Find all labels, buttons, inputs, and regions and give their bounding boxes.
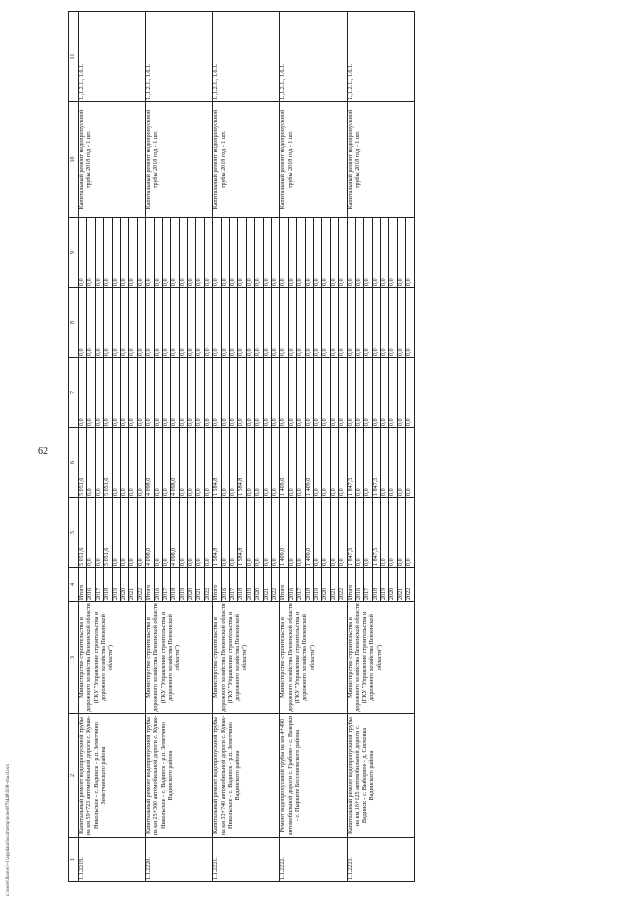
value-cell-regional: 0,0	[162, 428, 170, 498]
value-cell-local: 0,0	[271, 288, 279, 358]
measure-executor: Министерство строительства и дорожного хозяйства Пензенской области (ГКУ "Управление строительства и дорожного хозяйства Пензенской области")	[79, 602, 146, 714]
value-cell-other: 0,0	[230, 218, 238, 288]
year-cell: 2022	[406, 568, 414, 602]
value-cell-other: 0,0	[297, 218, 305, 288]
value-cell-other: 0,0	[263, 218, 271, 288]
value-cell-local: 0,0	[364, 288, 372, 358]
measure-result: Капитальный ремонт водопропускной трубы 2018 год - 1 шт.	[347, 102, 414, 218]
measure-name: Капитальный ремонт водопропускной трубы на км 33+740 автомобильной дороги с. Кувак-Никольское - с. Вадинск - р.п. Земетчино Вадинского района	[213, 714, 280, 838]
value-cell-federal: 0,0	[137, 358, 145, 428]
value-cell-regional: 0,0	[297, 428, 305, 498]
year-cell: 2021	[129, 568, 137, 602]
value-cell-regional: 0,0	[322, 428, 330, 498]
col-header: 1	[69, 838, 79, 882]
value-cell-federal: 0,0	[171, 358, 179, 428]
value-cell-local: 0,0	[339, 288, 347, 358]
value-cell-regional: 0,0	[221, 428, 229, 498]
value-cell-federal: 0,0	[188, 358, 196, 428]
value-cell-total: 0,0	[322, 498, 330, 568]
value-cell-total: 1 847,5	[347, 498, 355, 568]
col-header: 7	[69, 358, 79, 428]
value-cell-other: 0,0	[280, 218, 288, 288]
value-cell-total: 1 847,5	[372, 498, 380, 568]
value-cell-other: 0,0	[364, 218, 372, 288]
value-cell-local: 0,0	[330, 288, 338, 358]
year-cell: 2022	[137, 568, 145, 602]
value-cell-regional: 0,0	[95, 428, 103, 498]
year-cell: 2020	[322, 568, 330, 602]
value-cell-total: 0,0	[162, 498, 170, 568]
value-cell-local: 0,0	[137, 288, 145, 358]
value-cell-total: 0,0	[389, 498, 397, 568]
measure-indicator: 1.,1.2.1., 1.6.1.	[213, 12, 280, 102]
value-cell-regional: 0,0	[246, 428, 254, 498]
value-cell-local: 0,0	[347, 288, 355, 358]
table-body	[79, 12, 415, 882]
value-cell-local: 0,0	[79, 288, 87, 358]
col-header: 3	[69, 602, 79, 714]
value-cell-regional: 0,0	[179, 428, 187, 498]
value-cell-local: 0,0	[213, 288, 221, 358]
value-cell-total: 0,0	[179, 498, 187, 568]
value-cell-total: 0,0	[263, 498, 271, 568]
value-cell-total: 0,0	[406, 498, 414, 568]
value-cell-total: 0,0	[339, 498, 347, 568]
value-cell-total: 0,0	[221, 498, 229, 568]
value-cell-regional: 4 098,0	[171, 428, 179, 498]
value-cell-other: 0,0	[397, 218, 405, 288]
table-row	[213, 12, 221, 882]
value-cell-regional: 1 409,0	[305, 428, 313, 498]
value-cell-other: 0,0	[355, 218, 363, 288]
col-header: 2	[69, 714, 79, 838]
value-cell-total: 0,0	[246, 498, 254, 568]
value-cell-local: 0,0	[397, 288, 405, 358]
value-cell-other: 0,0	[79, 218, 87, 288]
table-row	[280, 12, 288, 882]
value-cell-other: 0,0	[255, 218, 263, 288]
value-cell-other: 0,0	[154, 218, 162, 288]
value-cell-federal: 0,0	[255, 358, 263, 428]
measure-name: Капитальный ремонт водопропускной трубы на км 16+125 автомобильной дороги с. Вадинск - с. Выборное - д. Сиоховка Вадинского района	[347, 714, 414, 838]
value-cell-other: 0,0	[313, 218, 321, 288]
value-cell-federal: 0,0	[297, 358, 305, 428]
value-cell-federal: 0,0	[355, 358, 363, 428]
value-cell-regional: 0,0	[339, 428, 347, 498]
value-cell-federal: 0,0	[112, 358, 120, 428]
measure-result: Капитальный ремонт водопропускной трубы 2018 год - 1 шт.	[213, 102, 280, 218]
year-cell: 2019	[179, 568, 187, 602]
value-cell-local: 0,0	[120, 288, 128, 358]
value-cell-total: 1 584,8	[238, 498, 246, 568]
year-cell: Итого	[347, 568, 355, 602]
value-cell-other: 0,0	[104, 218, 112, 288]
value-cell-total: 1 584,8	[213, 498, 221, 568]
value-cell-federal: 0,0	[104, 358, 112, 428]
value-cell-total: 1 409,0	[280, 498, 288, 568]
value-cell-regional: 1 847,5	[372, 428, 380, 498]
measure-executor: Министерство строительства и дорожного хозяйства Пензенской области (ГКУ "Управление строительства и дорожного хозяйства Пензенской области")	[347, 602, 414, 714]
page-number: 62	[38, 446, 48, 457]
value-cell-federal: 0,0	[87, 358, 95, 428]
value-cell-total: 0,0	[364, 498, 372, 568]
value-cell-total: 5 051,6	[104, 498, 112, 568]
value-cell-federal: 0,0	[313, 358, 321, 428]
value-cell-federal: 0,0	[347, 358, 355, 428]
value-cell-local: 0,0	[255, 288, 263, 358]
value-cell-federal: 0,0	[213, 358, 221, 428]
value-cell-federal: 0,0	[305, 358, 313, 428]
footer-file-path: c:\users\lbarov\~1\appdata\local\temp\notes879448\508~ma.d.ocx	[6, 763, 11, 896]
col-header: 4	[69, 568, 79, 602]
year-cell: 2022	[204, 568, 212, 602]
value-cell-regional: 0,0	[87, 428, 95, 498]
measure-result: Капитальный ремонт водопропускной трубы 2018 год - 1 шт.	[79, 102, 146, 218]
value-cell-total: 0,0	[95, 498, 103, 568]
value-cell-other: 0,0	[171, 218, 179, 288]
value-cell-local: 0,0	[313, 288, 321, 358]
year-cell: 2019	[313, 568, 321, 602]
value-cell-other: 0,0	[381, 218, 389, 288]
value-cell-federal: 0,0	[204, 358, 212, 428]
value-cell-local: 0,0	[355, 288, 363, 358]
value-cell-regional: 1 409,0	[280, 428, 288, 498]
value-cell-other: 0,0	[146, 218, 154, 288]
year-cell: 2021	[196, 568, 204, 602]
value-cell-local: 0,0	[246, 288, 254, 358]
value-cell-federal: 0,0	[154, 358, 162, 428]
value-cell-total: 4 098,0	[146, 498, 154, 568]
value-cell-local: 0,0	[297, 288, 305, 358]
value-cell-local: 0,0	[230, 288, 238, 358]
program-measures-table	[68, 11, 415, 882]
value-cell-regional: 1 847,5	[347, 428, 355, 498]
value-cell-regional: 0,0	[330, 428, 338, 498]
measure-result: Капитальный ремонт водопропускной трубы 2018 год - 1 шт.	[280, 102, 347, 218]
value-cell-other: 0,0	[406, 218, 414, 288]
value-cell-regional: 0,0	[204, 428, 212, 498]
measure-number: 1.1.2220.	[146, 838, 213, 882]
value-cell-local: 0,0	[196, 288, 204, 358]
value-cell-other: 0,0	[389, 218, 397, 288]
value-cell-local: 0,0	[104, 288, 112, 358]
value-cell-other: 0,0	[120, 218, 128, 288]
value-cell-local: 0,0	[288, 288, 296, 358]
value-cell-local: 0,0	[171, 288, 179, 358]
value-cell-other: 0,0	[221, 218, 229, 288]
value-cell-total: 0,0	[129, 498, 137, 568]
value-cell-local: 0,0	[238, 288, 246, 358]
value-cell-total: 1 409,0	[305, 498, 313, 568]
value-cell-local: 0,0	[95, 288, 103, 358]
value-cell-other: 0,0	[271, 218, 279, 288]
value-cell-local: 0,0	[263, 288, 271, 358]
value-cell-total: 0,0	[355, 498, 363, 568]
value-cell-regional: 0,0	[154, 428, 162, 498]
year-cell: 2020	[255, 568, 263, 602]
value-cell-total: 0,0	[188, 498, 196, 568]
value-cell-other: 0,0	[347, 218, 355, 288]
table-row	[347, 12, 355, 882]
year-cell: 2017	[297, 568, 305, 602]
value-cell-other: 0,0	[95, 218, 103, 288]
value-cell-local: 0,0	[389, 288, 397, 358]
value-cell-other: 0,0	[87, 218, 95, 288]
value-cell-regional: 0,0	[263, 428, 271, 498]
year-cell: 2021	[330, 568, 338, 602]
value-cell-federal: 0,0	[79, 358, 87, 428]
value-cell-regional: 0,0	[389, 428, 397, 498]
year-cell: Итого	[213, 568, 221, 602]
value-cell-regional: 0,0	[355, 428, 363, 498]
year-cell: 2016	[355, 568, 363, 602]
value-cell-local: 0,0	[305, 288, 313, 358]
value-cell-total: 0,0	[381, 498, 389, 568]
value-cell-total: 0,0	[230, 498, 238, 568]
value-cell-regional: 5 051,6	[79, 428, 87, 498]
value-cell-other: 0,0	[196, 218, 204, 288]
col-header: 10	[69, 102, 79, 218]
value-cell-total: 0,0	[271, 498, 279, 568]
value-cell-federal: 0,0	[381, 358, 389, 428]
measure-result: Капитальный ремонт водопропускной трубы 2018 год - 1 шт.	[146, 102, 213, 218]
col-header: 6	[69, 428, 79, 498]
value-cell-federal: 0,0	[120, 358, 128, 428]
value-cell-federal: 0,0	[397, 358, 405, 428]
year-cell: 2020	[389, 568, 397, 602]
value-cell-other: 0,0	[305, 218, 313, 288]
value-cell-federal: 0,0	[330, 358, 338, 428]
value-cell-regional: 0,0	[129, 428, 137, 498]
year-cell: 2020	[188, 568, 196, 602]
year-cell: Итого	[79, 568, 87, 602]
year-cell: 2016	[87, 568, 95, 602]
year-cell: 2018	[238, 568, 246, 602]
measure-name: Капитальный ремонт водопропускной трубы на км 59+723 автомобильной дороги с. Кувак-Никольское - с. Вадинск - р.п. Земетчино Земетчинского района	[79, 714, 146, 838]
year-cell: 2017	[162, 568, 170, 602]
value-cell-federal: 0,0	[406, 358, 414, 428]
value-cell-federal: 0,0	[364, 358, 372, 428]
value-cell-federal: 0,0	[263, 358, 271, 428]
year-cell: 2019	[381, 568, 389, 602]
year-cell: 2021	[397, 568, 405, 602]
value-cell-total: 0,0	[154, 498, 162, 568]
value-cell-regional: 0,0	[120, 428, 128, 498]
value-cell-other: 0,0	[162, 218, 170, 288]
year-cell: 2016	[221, 568, 229, 602]
value-cell-regional: 0,0	[188, 428, 196, 498]
value-cell-federal: 0,0	[179, 358, 187, 428]
value-cell-other: 0,0	[339, 218, 347, 288]
value-cell-regional: 0,0	[271, 428, 279, 498]
value-cell-local: 0,0	[112, 288, 120, 358]
measure-indicator: 1.,1.2.1., 1.6.1.	[146, 12, 213, 102]
value-cell-local: 0,0	[87, 288, 95, 358]
year-cell: 2019	[246, 568, 254, 602]
year-cell: 2018	[372, 568, 380, 602]
table-row	[79, 12, 87, 882]
value-cell-other: 0,0	[322, 218, 330, 288]
year-cell: Итого	[146, 568, 154, 602]
value-cell-regional: 1 584,8	[238, 428, 246, 498]
year-cell: 2017	[95, 568, 103, 602]
year-cell: 2018	[171, 568, 179, 602]
value-cell-local: 0,0	[162, 288, 170, 358]
measure-executor: Министерство строительства и дорожного хозяйства Пензенской области (ГКУ "Управление строительства и дорожного хозяйства Пензенской области")	[146, 602, 213, 714]
value-cell-total: 0,0	[330, 498, 338, 568]
value-cell-federal: 0,0	[389, 358, 397, 428]
value-cell-total: 5 051,6	[79, 498, 87, 568]
value-cell-federal: 0,0	[221, 358, 229, 428]
measure-indicator: 1.,1.2.1., 1.6.1.	[347, 12, 414, 102]
value-cell-regional: 0,0	[406, 428, 414, 498]
value-cell-local: 0,0	[280, 288, 288, 358]
measure-number: 1.1.2222.	[280, 838, 347, 882]
value-cell-federal: 0,0	[322, 358, 330, 428]
value-cell-other: 0,0	[372, 218, 380, 288]
value-cell-local: 0,0	[204, 288, 212, 358]
year-cell: Итого	[280, 568, 288, 602]
value-cell-federal: 0,0	[271, 358, 279, 428]
value-cell-local: 0,0	[179, 288, 187, 358]
value-cell-total: 0,0	[313, 498, 321, 568]
value-cell-total: 4 098,0	[171, 498, 179, 568]
value-cell-federal: 0,0	[372, 358, 380, 428]
value-cell-total: 0,0	[397, 498, 405, 568]
value-cell-regional: 0,0	[381, 428, 389, 498]
value-cell-other: 0,0	[288, 218, 296, 288]
value-cell-total: 0,0	[137, 498, 145, 568]
year-cell: 2021	[263, 568, 271, 602]
value-cell-federal: 0,0	[146, 358, 154, 428]
year-cell: 2016	[288, 568, 296, 602]
value-cell-total: 0,0	[204, 498, 212, 568]
measure-executor: Министерство строительства и дорожного хозяйства Пензенской области (ГКУ "Управление строительства и дорожного хозяйства Пензенской области")	[213, 602, 280, 714]
value-cell-total: 0,0	[112, 498, 120, 568]
value-cell-local: 0,0	[188, 288, 196, 358]
value-cell-regional: 0,0	[313, 428, 321, 498]
measure-indicator: 1.,1.2.1., 1.6.1.	[79, 12, 146, 102]
measure-name: Капитальный ремонт водопропускной трубы на км 25+360 автомобильной дороги с. Кувак-Никольское - с. Вадинск - р.п. Земетчино Вадинского района	[146, 714, 213, 838]
value-cell-regional: 0,0	[397, 428, 405, 498]
value-cell-other: 0,0	[330, 218, 338, 288]
year-cell: 2017	[364, 568, 372, 602]
value-cell-other: 0,0	[246, 218, 254, 288]
value-cell-federal: 0,0	[95, 358, 103, 428]
value-cell-other: 0,0	[179, 218, 187, 288]
value-cell-total: 0,0	[297, 498, 305, 568]
value-cell-regional: 0,0	[112, 428, 120, 498]
value-cell-federal: 0,0	[246, 358, 254, 428]
value-cell-total: 0,0	[255, 498, 263, 568]
value-cell-other: 0,0	[129, 218, 137, 288]
value-cell-regional: 0,0	[137, 428, 145, 498]
value-cell-federal: 0,0	[230, 358, 238, 428]
value-cell-total: 0,0	[196, 498, 204, 568]
value-cell-local: 0,0	[372, 288, 380, 358]
col-header: 9	[69, 218, 79, 288]
year-cell: 2020	[120, 568, 128, 602]
value-cell-regional: 0,0	[364, 428, 372, 498]
measure-number: 1.1.2221.	[213, 838, 280, 882]
year-cell: 2022	[339, 568, 347, 602]
value-cell-other: 0,0	[204, 218, 212, 288]
measure-executor: Министерство строительства и дорожного хозяйства Пензенской области (ГКУ "Управление строительства и дорожного хозяйства Пензенской области")	[280, 602, 347, 714]
value-cell-other: 0,0	[213, 218, 221, 288]
year-cell: 2019	[112, 568, 120, 602]
value-cell-other: 0,0	[137, 218, 145, 288]
value-cell-total: 0,0	[87, 498, 95, 568]
year-cell: 2022	[271, 568, 279, 602]
col-header: 8	[69, 288, 79, 358]
year-cell: 2018	[305, 568, 313, 602]
value-cell-regional: 0,0	[196, 428, 204, 498]
year-cell: 2016	[154, 568, 162, 602]
value-cell-total: 0,0	[288, 498, 296, 568]
value-cell-total: 0,0	[120, 498, 128, 568]
value-cell-local: 0,0	[129, 288, 137, 358]
value-cell-regional: 0,0	[255, 428, 263, 498]
value-cell-regional: 0,0	[288, 428, 296, 498]
value-cell-regional: 4 098,0	[146, 428, 154, 498]
value-cell-local: 0,0	[221, 288, 229, 358]
value-cell-other: 0,0	[112, 218, 120, 288]
value-cell-regional: 1 584,8	[213, 428, 221, 498]
col-header: 11	[69, 12, 79, 102]
value-cell-federal: 0,0	[162, 358, 170, 428]
measure-number: 1.1.2219.	[79, 838, 146, 882]
value-cell-other: 0,0	[238, 218, 246, 288]
value-cell-local: 0,0	[381, 288, 389, 358]
value-cell-federal: 0,0	[196, 358, 204, 428]
value-cell-federal: 0,0	[288, 358, 296, 428]
measure-number: 1.1.2223.	[347, 838, 414, 882]
table-row	[146, 12, 154, 882]
measure-name: Ремонт водопропускной трубы на км 4+490 автомобильной дороги с. Грабово - с. Вазерки - с. Пырките Бессоновского района	[280, 714, 347, 838]
value-cell-regional: 5 051,6	[104, 428, 112, 498]
value-cell-federal: 0,0	[238, 358, 246, 428]
value-cell-local: 0,0	[322, 288, 330, 358]
value-cell-local: 0,0	[406, 288, 414, 358]
measure-indicator: 1.,1.2.1., 1.6.1.	[280, 12, 347, 102]
value-cell-other: 0,0	[188, 218, 196, 288]
col-header: 5	[69, 498, 79, 568]
value-cell-federal: 0,0	[129, 358, 137, 428]
value-cell-local: 0,0	[146, 288, 154, 358]
column-number-row	[69, 12, 79, 882]
value-cell-federal: 0,0	[280, 358, 288, 428]
value-cell-federal: 0,0	[339, 358, 347, 428]
rotated-table-container	[68, 12, 623, 882]
value-cell-local: 0,0	[154, 288, 162, 358]
year-cell: 2017	[230, 568, 238, 602]
year-cell: 2018	[104, 568, 112, 602]
value-cell-regional: 0,0	[230, 428, 238, 498]
